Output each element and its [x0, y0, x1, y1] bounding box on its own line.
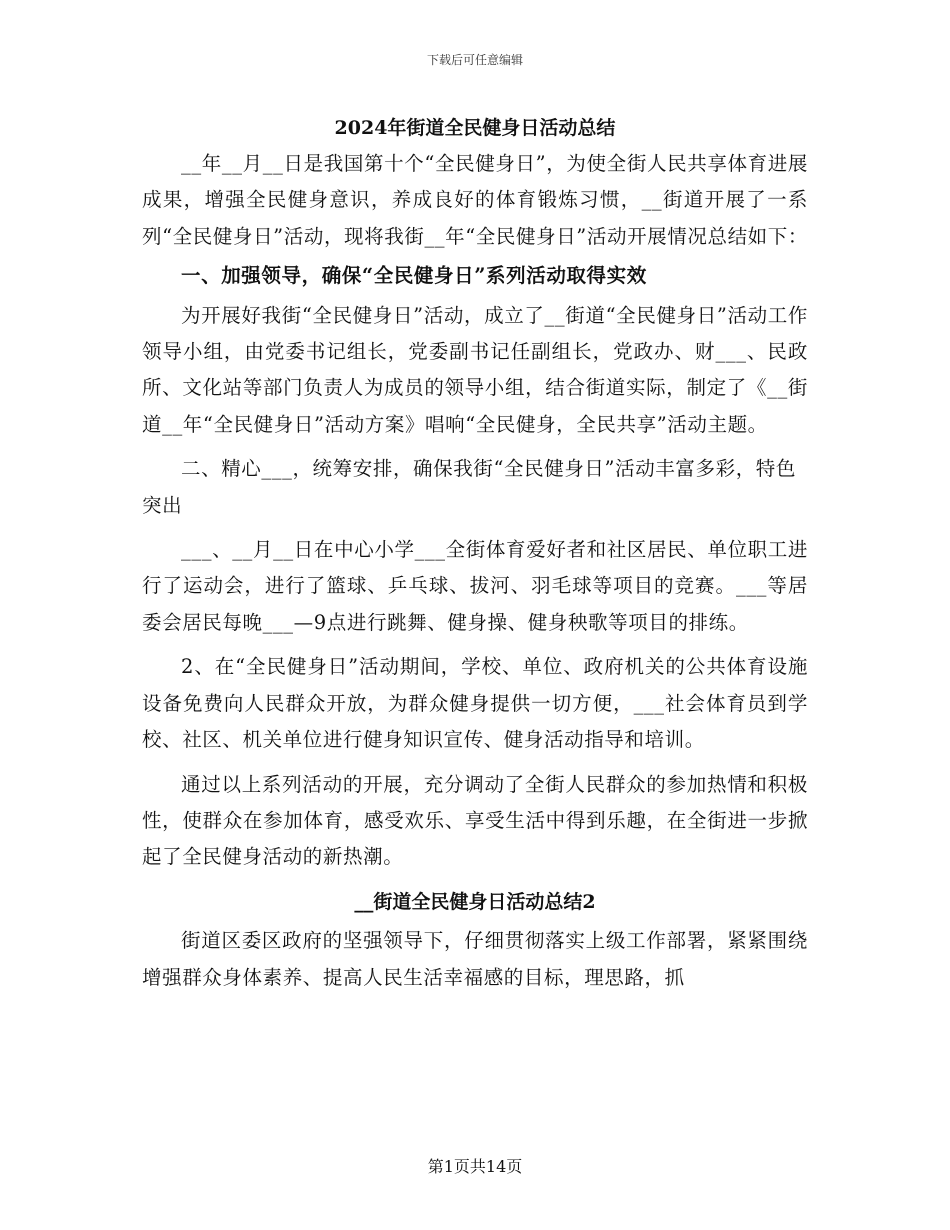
paragraph-5: 街道区委区政府的坚强领导下，仔细贯彻落实上级工作部署，紧紧围绕增强群众身体素养、提高人民生活幸福感的目标，理思路，抓: [142, 929, 808, 989]
section-heading-2: 二、精心___，统筹安排，确保我街“全民健身日”活动丰富多彩，特色突出: [142, 457, 796, 517]
paragraph-3: 2、在“全民健身日”活动期间，学校、单位、政府机关的公共体育设施设备免费向人民群众开放，为群众健身提供一切方便，___社会体育员到学校、社区、机关单位进行健身知识宣传、健身活动指导和培训。: [142, 655, 808, 752]
paragraph-4: 通过以上系列活动的开展，充分调动了全街人民群众的参加热情和积极性，使群众在参加体育，感受欢乐、享受生活中得到乐趣，在全街进一步掀起了全民健身活动的新热潮。: [142, 772, 808, 869]
intro-paragraph: __年__月__日是我国第十个“全民健身日”，为使全街人民共享体育进展成果，增强全民健身意识，养成良好的体育锻炼习惯，__街道开展了一系列“全民健身日”活动，现将我街__年“全民健身日”活动开展情况总结如下：: [142, 152, 808, 248]
document-body: [142, 110, 808, 996]
section-heading-1: 一、加强领导，确保“全民健身日”系列活动取得实效: [181, 264, 647, 288]
document-title: 2024年街道全民健身日活动总结: [334, 117, 616, 139]
paragraph-1: 为开展好我街“全民健身日”活动，成立了__街道“全民健身日”活动工作领导小组，由党委书记组长，党委副书记任副组长，党政办、财___、民政所、文化站等部门负责人为成员的领导小组，结合街道实际，制定了《__街道__年“全民健身日”活动方案》唱响“全民健身，全民共享”活动主题。: [142, 303, 808, 436]
paragraph-2: ___、__月__日在中心小学___全街体育爱好者和社区居民、单位职工进行了运动会，进行了篮球、乒乓球、拔河、羽毛球等项目的竞赛。___等居委会居民每晚___—9点进行跳舞、健身操、健身秧歌等项目的排练。: [142, 538, 808, 634]
page-footer: 第1页共14页: [427, 1157, 523, 1176]
page-header: 下载后可任意编辑: [426, 53, 523, 67]
section-2-title: __街道全民健身日活动总结2: [354, 890, 596, 913]
